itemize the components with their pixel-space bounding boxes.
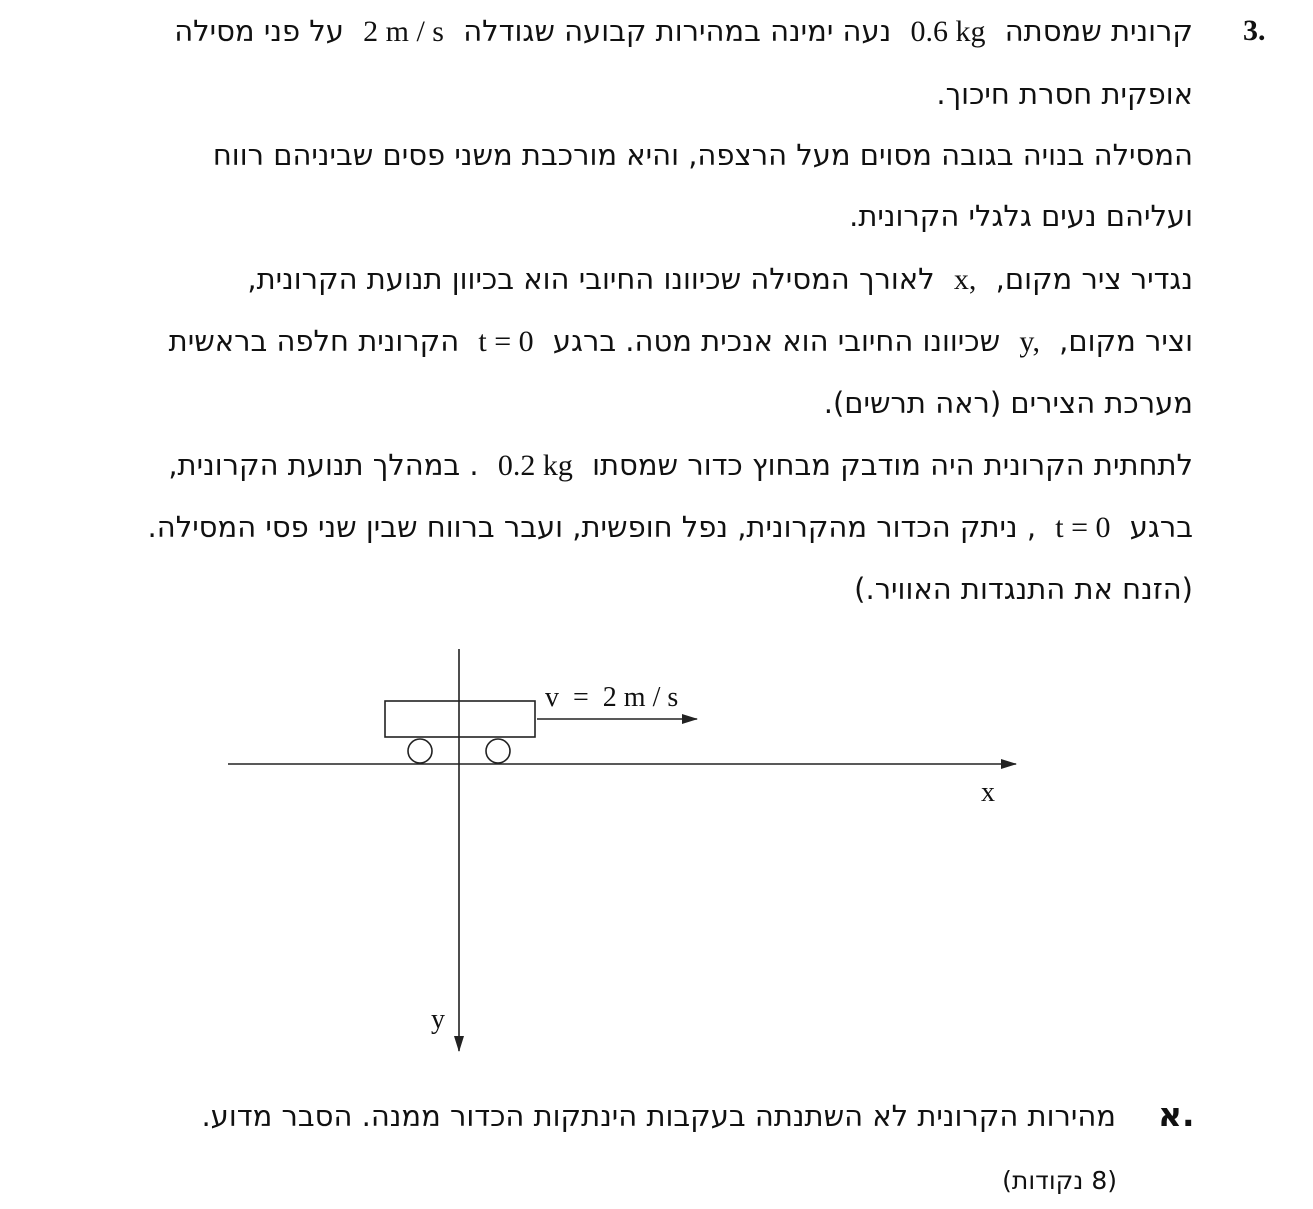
line-10-text: (הזנח את התנגדות האוויר.) [854,572,1193,606]
y-axis-label: y [431,1004,445,1035]
part-a-points: (8 נקודות) [1002,1166,1117,1195]
line-5-text-b: לאורך המסילה שכיוונו החיובי הוא בכיוון תנועת הקרונית, [247,262,935,296]
line-6-text-a: וציר מקום, [1059,324,1193,358]
line-8-ball-mass: 0.2 kg [497,449,573,482]
line-1-speed: 2 m / s [363,15,444,48]
line-4-text: ועליהם נעים גלגלי הקרונית. [849,199,1193,233]
line-9-text-a: ברגע [1129,510,1193,544]
line-2-text: אופקית חסרת חיכוך. [936,77,1193,111]
line-5-text-a: נגדיר ציר מקום, [995,262,1193,296]
line-3-text: המסילה בנויה בגובה מסוים מעל הרצפה, והיא מורכבת משני פסים שביניהם רווח [212,138,1193,172]
line-8-text-a: לתחתית הקרונית היה מודבק מבחוץ כדור שמסתו [592,448,1193,482]
part-a-question: מהירות הקרונית לא השתנתה בעקבות הינתקות הכדור ממנה. הסבר מדוע. [201,1099,1116,1133]
line-8-text-b: . במהלך תנועת הקרונית, [168,448,479,482]
line-5-x-symbol: x, [953,263,977,296]
x-axis-label: x [981,777,995,808]
line-1-text-c: על פני מסילה [174,14,344,48]
line-6-time: t = 0 [478,325,534,358]
cart-body [385,701,535,737]
line-1-text-a: קרונית שמסתה [1004,14,1193,48]
velocity-label: v = 2 m / s [545,682,679,713]
question-number: 3. [1243,14,1266,47]
line-6-text-b: שכיוונו החיובי הוא אנכית מטה. ברגע [552,324,1001,358]
line-6-y-symbol: y, [1019,325,1040,358]
line-1-mass: 0.6 kg [910,15,986,48]
line-1-text-b: נעה ימינה במהירות קבועה שגודלה [463,14,892,48]
line-7-text: מערכת הצירים (ראה תרשים). [823,386,1193,420]
cart-wheel-left [408,739,432,763]
cart-wheel-right [486,739,510,763]
line-9-text-b: , ניתק הכדור מהקרונית, נפל חופשית, ועבר ברווח שבין שני פסי המסילה. [147,510,1037,544]
line-9-time: t = 0 [1055,511,1111,544]
line-6-text-c: הקרונית חלפה בראשית [168,324,460,358]
part-a-letter: א. [1158,1095,1195,1134]
